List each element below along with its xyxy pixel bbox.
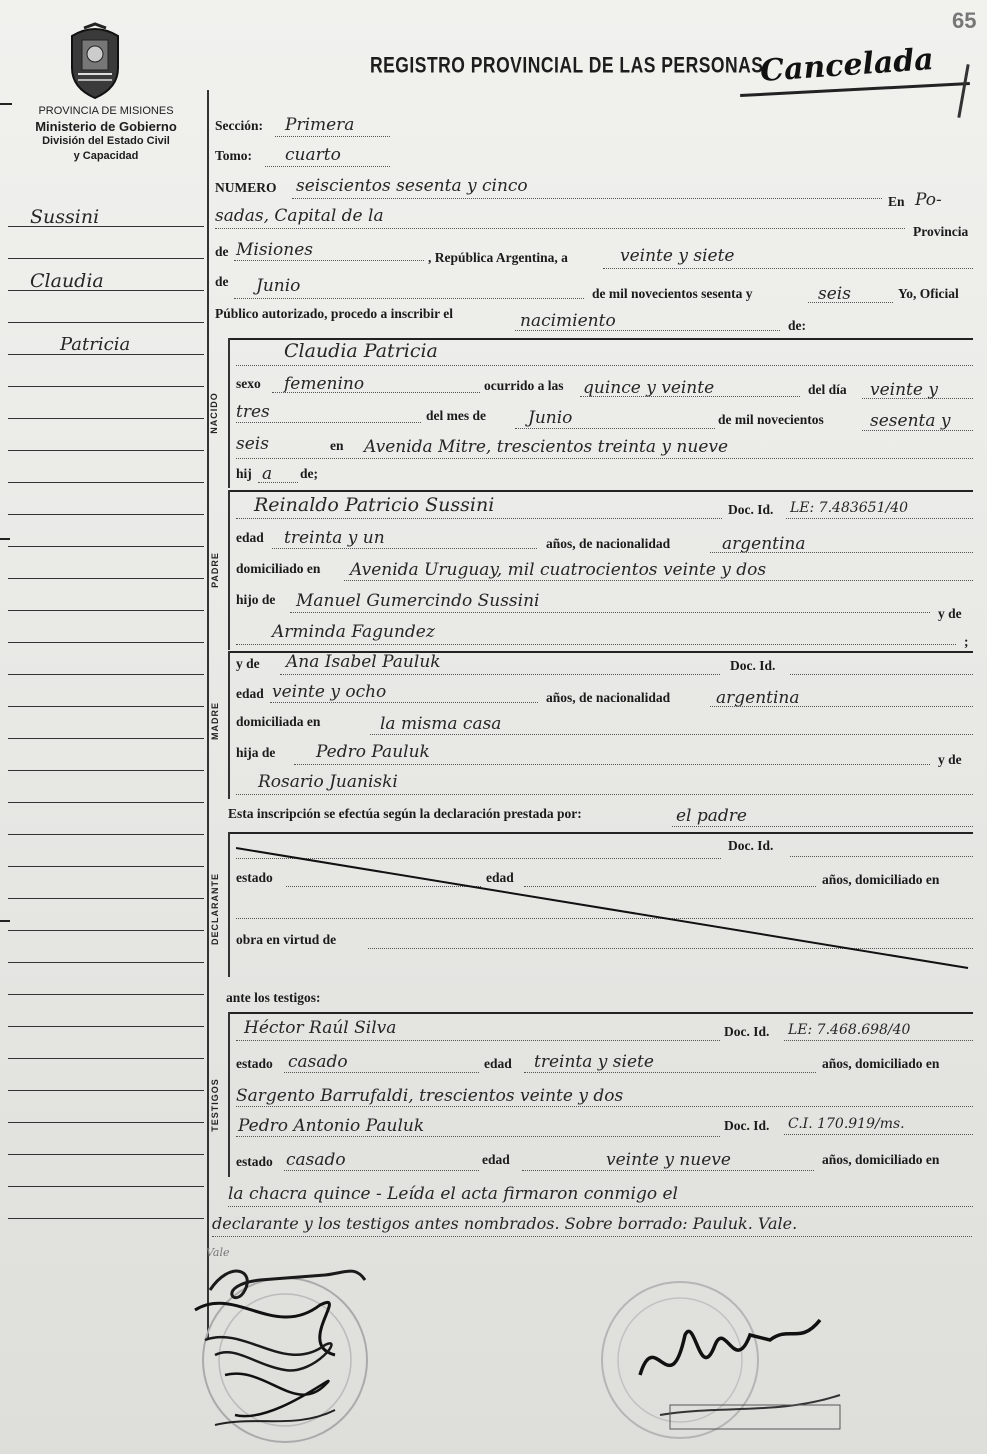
publico-label: Público autorizado, procedo a inscribir el	[215, 306, 453, 321]
margin-line	[8, 802, 204, 803]
lugar-value: Avenida Mitre, trescientos treinta y nueve	[364, 437, 729, 457]
dotted-line	[862, 430, 973, 431]
margin-line	[8, 322, 204, 323]
dotted-line	[258, 482, 298, 483]
margin-line	[8, 514, 204, 515]
declarante-obra-label: obra en virtud de	[236, 932, 337, 947]
en-label: En	[888, 194, 905, 209]
testigo-1-dom-value: Sargento Barrufaldi, trescientos veinte y dos	[236, 1086, 624, 1106]
dotted-line	[522, 1170, 814, 1171]
dotted-line	[236, 644, 956, 645]
testigo-1-estado-label: estado	[236, 1056, 273, 1071]
seccion-value: Primera	[285, 115, 355, 135]
testigo-2-estado-label: estado	[236, 1154, 273, 1169]
dotted-line	[710, 706, 973, 707]
testigo-1-nombre: Héctor Raúl Silva	[244, 1018, 397, 1038]
dotted-line	[272, 392, 480, 393]
margin-line	[8, 930, 204, 931]
hora-label: ocurrido a las	[484, 378, 564, 393]
padre-nac-value: argentina	[722, 534, 806, 554]
testigos-section-label: TESTIGOS	[210, 1078, 220, 1132]
margin-divider	[207, 90, 209, 1340]
dotted-line	[275, 136, 390, 137]
agency-province: PROVINCIA DE MISIONES	[38, 105, 174, 117]
margin-line	[8, 418, 204, 419]
dotted-line	[370, 734, 973, 735]
nacido-section-label: NACIDO	[209, 392, 219, 434]
dotted-line	[272, 548, 537, 549]
agency-division: División del Estado Civil	[42, 135, 170, 147]
section-rule	[228, 832, 973, 834]
madre-nac-label: años, de nacionalidad	[546, 690, 671, 705]
margin-line	[8, 1218, 204, 1219]
dotted-line	[603, 268, 973, 269]
margin-line	[8, 354, 204, 355]
page-number: 65	[952, 8, 977, 33]
margin-line	[8, 226, 204, 227]
dotted-line	[290, 612, 930, 613]
dotted-line	[786, 518, 973, 519]
dotted-line	[580, 396, 800, 397]
dotted-line	[236, 794, 973, 795]
ante-testigos-label: ante los testigos:	[226, 990, 321, 1005]
margin-line	[8, 962, 204, 963]
dotted-line	[280, 674, 720, 675]
dotted-line	[236, 365, 973, 366]
declarante-estado-label: estado	[236, 870, 273, 885]
nacido-anio-value-2: seis	[236, 434, 269, 454]
agency-division-2: y Capacidad	[73, 150, 139, 162]
margin-line	[8, 994, 204, 995]
nacido-dia-value: veinte y	[870, 380, 938, 400]
de-label: de	[215, 244, 229, 259]
hijo-label: hij	[236, 466, 252, 481]
margin-line	[8, 1058, 204, 1059]
city-part-1: Po-	[915, 190, 942, 210]
hijo-suffix: a	[262, 464, 273, 484]
margin-surname: Sussini	[30, 206, 100, 228]
testigo-2-doc-label: Doc. Id.	[724, 1118, 770, 1133]
margin-line	[8, 1122, 204, 1123]
dotted-line	[808, 302, 893, 303]
padre-nac-label: años, de nacionalidad	[546, 536, 671, 551]
padre-edad-label: edad	[236, 530, 264, 545]
dotted-line	[215, 228, 905, 229]
dotted-line	[236, 518, 722, 519]
madre-padre-de: Pedro Pauluk	[316, 742, 430, 762]
oficial-label: Yo, Oficial	[898, 286, 959, 301]
agency-ministry: Ministerio de Gobierno	[35, 119, 177, 134]
margin-line	[8, 1186, 204, 1187]
declaracion-label: Esta inscripción se efectúa según la declaración prestada por:	[228, 806, 582, 821]
edge-mark	[0, 538, 10, 540]
dotted-line	[784, 1134, 973, 1135]
dotted-line	[344, 580, 973, 581]
testigo-2-edad-value: veinte y nueve	[606, 1150, 731, 1170]
dotted-line	[710, 552, 973, 553]
declarante-section-label: DECLARANTE	[210, 873, 220, 945]
official-signature-stamp-icon	[560, 1265, 860, 1445]
madre-edad-label: edad	[236, 686, 264, 701]
testigo-1-edad-label: edad	[484, 1056, 512, 1071]
dotted-line	[236, 1040, 720, 1041]
dia-value: veinte y siete	[620, 246, 735, 266]
section-bracket	[228, 651, 230, 799]
padre-doc-label: Doc. Id.	[728, 502, 774, 517]
dotted-line	[236, 458, 973, 459]
declarante-void-slash	[236, 844, 971, 974]
section-rule	[228, 1012, 973, 1014]
padre-doc-value: LE: 7.483651/40	[790, 500, 909, 516]
madre-edad-value: veinte y ocho	[272, 682, 387, 702]
declarante-doc-label: Doc. Id.	[728, 838, 774, 853]
tomo-value: cuarto	[285, 145, 341, 165]
seccion-label: Sección:	[215, 118, 263, 133]
edge-mark	[0, 103, 12, 105]
madre-doc-label: Doc. Id.	[730, 658, 776, 673]
agency-header	[6, 104, 206, 164]
dia-label: del día	[808, 382, 847, 397]
nacido-anio-label: de mil novecientos	[718, 412, 824, 427]
padre-edad-value: treinta y un	[284, 528, 385, 548]
dotted-line	[284, 1072, 479, 1073]
margin-line	[8, 482, 204, 483]
declaracion-value: el padre	[676, 806, 747, 826]
dotted-line	[294, 764, 930, 765]
section-rule	[228, 490, 973, 492]
margin-name-2: Patricia	[60, 334, 131, 355]
dotted-line	[236, 422, 421, 423]
margin-line	[8, 674, 204, 675]
de2-label: de	[215, 274, 229, 289]
margin-line	[8, 290, 204, 291]
coat-of-arms-icon	[64, 22, 126, 100]
dotted-line	[524, 1072, 816, 1073]
mes-label: del mes de	[426, 408, 486, 423]
dotted-line	[292, 198, 882, 199]
dotted-line	[790, 674, 973, 675]
madre-dom-label: domiciliada en	[236, 714, 321, 729]
section-bracket	[228, 338, 230, 488]
testigo-1-doc-value: LE: 7.468.698/40	[788, 1022, 911, 1038]
nacido-mes-value: Junio	[528, 408, 573, 428]
section-bracket	[228, 1012, 230, 1177]
margin-line	[8, 1090, 204, 1091]
margin-line	[8, 546, 204, 547]
mes-value: Junio	[256, 276, 301, 296]
testigo-1-anios-label: años, domiciliado en	[822, 1056, 940, 1071]
sexo-value: femenino	[284, 374, 365, 394]
dotted-line	[862, 398, 973, 399]
testigo-2-estado-value: casado	[286, 1150, 346, 1170]
madre-y-de-label: y de	[236, 656, 260, 671]
provincia-value: Misiones	[236, 240, 313, 260]
dotted-line	[672, 826, 973, 827]
hora-value: quince y veinte	[583, 378, 715, 398]
closing-text: declarante y los testigos antes nombrados. Sobre borrado: Pauluk. Vale.	[212, 1214, 798, 1233]
section-bracket	[228, 490, 230, 650]
nacido-nombre: Claudia Patricia	[284, 340, 438, 362]
testigo-2-edad-label: edad	[482, 1152, 510, 1167]
numero-label: NUMERO	[215, 180, 277, 195]
padre-semicolon: ;	[964, 634, 969, 649]
margin-line	[8, 898, 204, 899]
testigo-1-edad-value: treinta y siete	[534, 1052, 654, 1072]
madre-hija-label: hija de	[236, 745, 276, 760]
madre-y-de2-label: y de	[938, 752, 962, 767]
dotted-line	[515, 428, 715, 429]
city-part-2: sadas, Capital de la	[215, 206, 384, 226]
testigo-2-dom-value: la chacra quince - Leída el acta firmaron conmigo el	[228, 1184, 678, 1204]
testigo-2-nombre: Pedro Antonio Pauluk	[238, 1116, 425, 1136]
dotted-line	[270, 702, 538, 703]
dotted-line	[265, 166, 390, 167]
document-title: REGISTRO PROVINCIAL DE LAS PERSONAS	[370, 52, 764, 78]
dotted-line	[234, 260, 424, 261]
hijo-de-label: de;	[300, 466, 318, 481]
provincia-label: Provincia	[913, 224, 969, 239]
dotted-line	[228, 1206, 973, 1207]
testigo-1-estado-value: casado	[288, 1052, 348, 1072]
nacido-dia-value-2: tres	[236, 402, 270, 422]
padre-section-label: PADRE	[210, 552, 220, 588]
padre-y-de-label: y de	[938, 606, 962, 621]
declarante-anios-label: años, domiciliado en	[822, 872, 940, 887]
margin-line	[8, 1026, 204, 1027]
padre-dom-value: Avenida Uruguay, mil cuatrocientos veinte y dos	[350, 560, 767, 580]
testigo-1-doc-label: Doc. Id.	[724, 1024, 770, 1039]
cancelled-stamp: Cancelada	[758, 41, 935, 90]
margin-line	[8, 450, 204, 451]
madre-nac-value: argentina	[716, 688, 800, 708]
numero-value: seiscientos sesenta y cinco	[296, 176, 528, 196]
stamp-stroke	[957, 64, 969, 118]
edge-mark	[0, 920, 10, 922]
signatures-left-icon	[175, 1245, 435, 1445]
dotted-line	[236, 1106, 973, 1107]
padre-hijo-label: hijo de	[236, 592, 276, 607]
padre-nombre: Reinaldo Patricio Sussini	[254, 494, 495, 516]
madre-section-label: MADRE	[210, 702, 220, 740]
madre-dom-value: la misma casa	[380, 714, 502, 734]
dotted-line	[284, 1170, 479, 1171]
section-bracket	[228, 832, 230, 977]
dotted-line	[515, 330, 780, 331]
madre-madre-de: Rosario Juaniski	[258, 772, 398, 792]
nacido-anio-value: sesenta y	[870, 411, 951, 431]
dotted-line	[234, 298, 584, 299]
margin-line	[8, 578, 204, 579]
margin-line	[8, 706, 204, 707]
declarante-edad-label: edad	[486, 870, 514, 885]
testigo-2-doc-value: C.I. 170.919/ms.	[788, 1116, 905, 1132]
republica-label: , República Argentina, a	[428, 250, 568, 265]
margin-name-1: Claudia	[30, 270, 104, 292]
margin-line	[8, 642, 204, 643]
padre-padre-de: Manuel Gumercindo Sussini	[296, 591, 540, 611]
vale-note: Vale	[206, 1246, 230, 1259]
padre-dom-label: domiciliado en	[236, 561, 321, 576]
margin-line	[8, 258, 204, 259]
testigo-2-anios-label: años, domiciliado en	[822, 1152, 940, 1167]
de3-label: de:	[788, 318, 806, 333]
margin-line	[8, 386, 204, 387]
margin-line	[8, 1154, 204, 1155]
en-label-2: en	[330, 438, 344, 453]
margin-line	[8, 738, 204, 739]
acto-value: nacimiento	[520, 311, 616, 331]
margin-line	[8, 610, 204, 611]
anio-label: de mil novecientos sesenta y	[592, 286, 753, 301]
margin-line	[8, 866, 204, 867]
padre-madre-de: Arminda Fagundez	[272, 622, 435, 642]
dotted-line	[236, 1136, 720, 1137]
tomo-label: Tomo:	[215, 148, 253, 163]
margin-line	[8, 770, 204, 771]
margin-line	[8, 834, 204, 835]
sexo-label: sexo	[236, 376, 261, 391]
anio-value: seis	[818, 284, 851, 304]
madre-nombre: Ana Isabel Pauluk	[286, 652, 441, 672]
dotted-line	[784, 1040, 973, 1041]
dotted-line	[212, 1236, 972, 1237]
